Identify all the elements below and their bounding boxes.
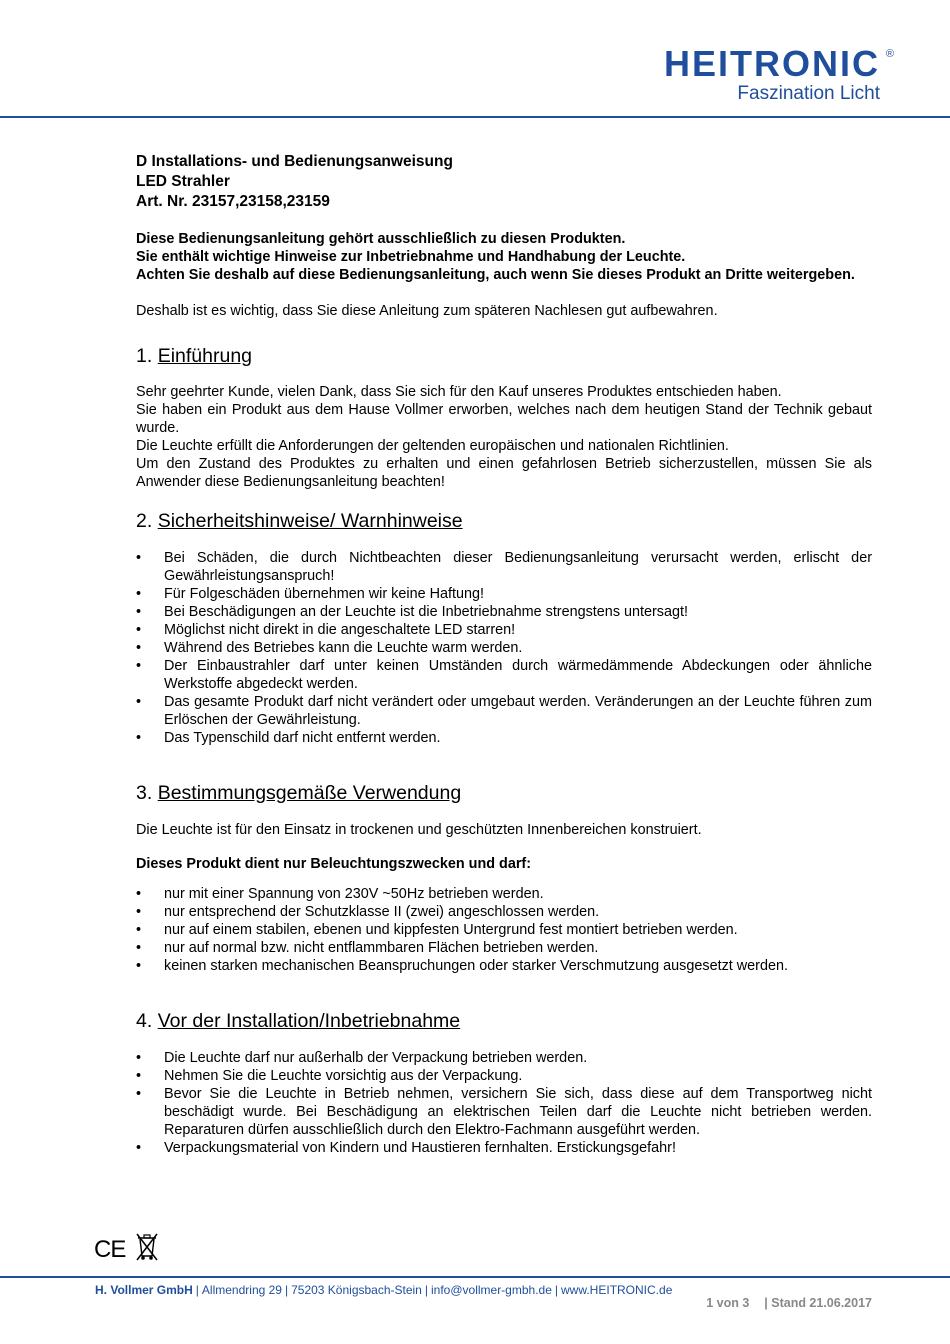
- intro-line: Achten Sie deshalb auf diese Bedienungsanleitung, auch wenn Sie dieses Produkt an Dritte weitergeben.: [136, 267, 855, 283]
- list-item: • nur entsprechend der Schutzklasse II (zwei) angeschlossen werden.: [136, 904, 600, 920]
- intro-line: Diese Bedienungsanleitung gehört ausschließlich zu diesen Produkten.: [136, 231, 626, 247]
- brand-tagline: Faszination Licht: [737, 83, 880, 104]
- paragraph: Die Leuchte ist für den Einsatz in trockenen und geschützten Innenbereichen konstruiert.: [136, 822, 702, 838]
- bullet-icon: •: [136, 1140, 142, 1156]
- bullet-icon: •: [136, 586, 142, 602]
- list-item: • Bevor Sie die Leuchte in Betrieb nehmen, versichern Sie sich, dass diese auf dem Transportweg nicht beschädigt wurde. Bei Beschädigung an elektrischen Teilen darf die Leuchte nicht betrieben werden. Reparaturen dürfen ausschließlich durch den Elektro-Fachmann ausgeführt werden.: [136, 1086, 872, 1138]
- document-date: | Stand 21.06.2017: [764, 1296, 872, 1310]
- title-line-2: LED Strahler: [136, 173, 230, 190]
- bullet-icon: •: [136, 604, 142, 620]
- bullet-icon: •: [136, 622, 142, 638]
- bullet-icon: •: [136, 886, 142, 902]
- section-number: 2.: [136, 510, 153, 532]
- bullet-icon: •: [136, 1086, 142, 1102]
- list-item: • Möglichst nicht direkt in die angeschaltete LED starren!: [136, 622, 516, 638]
- paragraph: Die Leuchte erfüllt die Anforderungen der geltenden europäischen und nationalen Richtlinien.: [136, 438, 729, 454]
- list-item: • nur mit einer Spannung von 230V ~50Hz betrieben werden.: [136, 886, 544, 902]
- document-title: [136, 152, 872, 212]
- section-heading: [136, 1009, 872, 1033]
- bullet-icon: •: [136, 940, 142, 956]
- company-address: Allmendring 29: [201, 1283, 282, 1297]
- weee-bin-icon: [136, 1232, 158, 1262]
- ce-mark-icon: CE: [94, 1236, 126, 1263]
- paragraph: Um den Zustand des Produktes zu erhalten und einen gefahrlosen Betrieb sicherzustellen, müssen Sie als Anwender diese Bedienungsanleitung beachten!: [136, 456, 872, 490]
- intro-block: [136, 230, 872, 284]
- brand-logo: [664, 43, 894, 106]
- section-title: Bestimmungsgemäße Verwendung: [157, 782, 462, 804]
- bullet-icon: •: [136, 730, 142, 746]
- title-line-1: D Installations- und Bedienungsanweisung: [136, 153, 453, 170]
- list-item: • Für Folgeschäden übernehmen wir keine Haftung!: [136, 586, 484, 602]
- footer-divider: [0, 1276, 950, 1278]
- warning-list: [136, 549, 872, 747]
- bullet-icon: •: [136, 904, 142, 920]
- usage-list: [136, 885, 872, 975]
- list-item: • Verpackungsmaterial von Kindern und Haustieren fernhalten. Erstickungsgefahr!: [136, 1140, 676, 1156]
- section-number: 1.: [136, 345, 153, 367]
- document-body: [136, 152, 872, 1157]
- bullet-icon: •: [136, 550, 142, 566]
- company-name: H. Vollmer GmbH: [95, 1283, 193, 1297]
- bullet-icon: •: [136, 1068, 142, 1084]
- company-city: 75203 Königsbach-Stein: [291, 1283, 422, 1297]
- page-number: 1 von 3: [706, 1296, 750, 1310]
- list-item: • Der Einbaustrahler darf unter keinen Umständen durch wärmedämmende Abdeckungen oder ähnliche Werkstoffe abgedeckt werden.: [136, 658, 872, 692]
- registered-mark: ®: [885, 48, 894, 60]
- title-line-3: Art. Nr. 23157,23158,23159: [136, 193, 330, 210]
- page-info: [706, 1296, 872, 1310]
- header-divider: [0, 116, 950, 118]
- section-1-body: [136, 383, 872, 491]
- list-item: • nur auf einem stabilen, ebenen und kippfesten Untergrund fest montiert betrieben werden.: [136, 922, 738, 938]
- bullet-icon: •: [136, 922, 142, 938]
- page-header: [0, 0, 950, 120]
- paragraph: Sie haben ein Produkt aus dem Hause Vollmer erworben, welches nach dem heutigen Stand der Technik gebaut wurde.: [136, 402, 872, 436]
- section-title: Vor der Installation/Inbetriebnahme: [157, 1010, 461, 1032]
- list-item: • Das Typenschild darf nicht entfernt werden.: [136, 730, 441, 746]
- list-item: • Die Leuchte darf nur außerhalb der Verpackung betrieben werden.: [136, 1050, 588, 1066]
- bullet-icon: •: [136, 694, 142, 710]
- list-item: • Nehmen Sie die Leuchte vorsichtig aus der Verpackung.: [136, 1068, 523, 1084]
- bullet-icon: •: [136, 1050, 142, 1066]
- list-item: • Bei Beschädigungen an der Leuchte ist die Inbetriebnahme strengstens untersagt!: [136, 604, 689, 620]
- list-item: • Während des Betriebes kann die Leuchte warm werden.: [136, 640, 523, 656]
- section-number: 4.: [136, 1010, 153, 1032]
- section-number: 3.: [136, 782, 153, 804]
- list-item: • keinen starken mechanischen Beanspruchungen oder starker Verschmutzung ausgesetzt werden.: [136, 958, 788, 974]
- bullet-icon: •: [136, 958, 142, 974]
- section-heading: [136, 344, 872, 368]
- list-item: • Bei Schäden, die durch Nichtbeachten dieser Bedienungsanleitung verursacht werden, erlischt der Gewährleistungsanspruch!: [136, 550, 872, 584]
- intro-note: Deshalb ist es wichtig, dass Sie diese Anleitung zum späteren Nachlesen gut aufbewahren.: [136, 303, 718, 319]
- subheading: Dieses Produkt dient nur Beleuchtungszwecken und darf:: [136, 856, 532, 872]
- list-item: • Das gesamte Produkt darf nicht verändert oder umgebaut werden. Veränderungen an der Leuchte führen zum Erlöschen der Gewährleistung.: [136, 694, 872, 728]
- bullet-icon: •: [136, 640, 142, 656]
- section-heading: [136, 781, 872, 805]
- bullet-icon: •: [136, 658, 142, 674]
- list-item: • nur auf normal bzw. nicht entflammbaren Flächen betrieben werden.: [136, 940, 599, 956]
- section-heading: [136, 509, 872, 533]
- website-link[interactable]: www.HEITRONIC.de: [561, 1283, 673, 1297]
- paragraph: Sehr geehrter Kunde, vielen Dank, dass Sie sich für den Kauf unseres Produktes entschieden haben.: [136, 384, 782, 400]
- company-info: H. Vollmer GmbH | Allmendring 29 | 75203 Königsbach-Stein | info@vollmer-gmbh.de | www.HEITRONIC.de: [95, 1283, 673, 1297]
- email-link[interactable]: info@vollmer-gmbh.de: [430, 1283, 552, 1297]
- installation-list: [136, 1049, 872, 1157]
- section-title: Sicherheitshinweise/ Warnhinweise: [157, 510, 463, 532]
- intro-line: Sie enthält wichtige Hinweise zur Inbetriebnahme und Handhabung der Leuchte.: [136, 249, 686, 265]
- brand-name: HEITRONIC: [664, 43, 880, 84]
- section-title: Einführung: [157, 345, 253, 367]
